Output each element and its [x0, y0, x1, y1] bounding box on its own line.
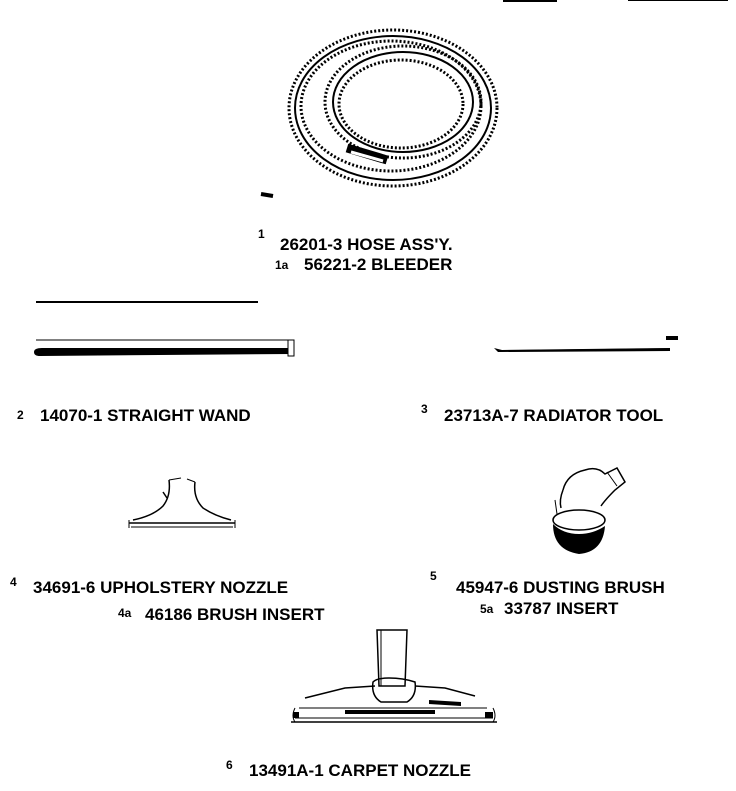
part-3-index: 3: [421, 402, 428, 416]
part-4a-description: BRUSH INSERT: [197, 605, 325, 624]
part-2-index: 2: [17, 408, 24, 422]
carpet-nozzle-illustration: [285, 626, 505, 736]
part-5a-description: INSERT: [556, 599, 619, 618]
part-4-description: UPHOLSTERY NOZZLE: [100, 578, 289, 597]
part-1-number: 26201-3: [280, 235, 343, 254]
part-6-number: 13491A-1: [249, 761, 324, 780]
part-6-description: CARPET NOZZLE: [328, 761, 472, 780]
top-edge-mark-right: [628, 0, 728, 1]
upholstery-nozzle-illustration: [125, 476, 240, 534]
part-5a-label: [504, 600, 618, 617]
part-4-index: 4: [10, 575, 17, 589]
hose-assembly-illustration: [255, 10, 525, 205]
part-6-index: 6: [226, 758, 233, 772]
part-5-label: [456, 579, 665, 596]
part-5-index: 5: [430, 569, 437, 583]
part-1a-label: [304, 256, 452, 273]
part-5-description: DUSTING BRUSH: [523, 578, 665, 597]
bleeder-illustration: [261, 194, 273, 196]
part-6-label: [249, 762, 471, 779]
part-1a-number: 56221-2: [304, 255, 367, 274]
straight-wand-illustration: [30, 296, 302, 362]
part-1a-index: 1a: [275, 258, 289, 272]
part-3-number: 23713A-7: [444, 406, 519, 425]
part-4a-number: 46186: [145, 605, 193, 624]
radiator-tool-illustration: [490, 330, 690, 360]
part-4a-index: 4a: [118, 606, 132, 620]
part-5a-index: 5a: [480, 602, 494, 616]
part-2-number: 14070-1: [40, 406, 103, 425]
part-1-description: HOSE ASS'Y.: [347, 235, 453, 254]
part-5a-number: 33787: [504, 599, 552, 618]
dusting-brush-illustration: [545, 460, 635, 560]
part-4-number: 34691-6: [33, 578, 96, 597]
top-edge-mark-left: [503, 0, 557, 2]
part-1a-description: BLEEDER: [371, 255, 453, 274]
part-4a-label: [145, 606, 325, 623]
part-4-label: [33, 579, 288, 596]
part-1-label: [280, 236, 453, 253]
part-2-label: [40, 407, 251, 424]
part-3-label: [444, 407, 663, 424]
part-2-description: STRAIGHT WAND: [107, 406, 251, 425]
part-5-number: 45947-6: [456, 578, 519, 597]
part-1-index: 1: [258, 227, 265, 241]
part-3-description: RADIATOR TOOL: [523, 406, 664, 425]
